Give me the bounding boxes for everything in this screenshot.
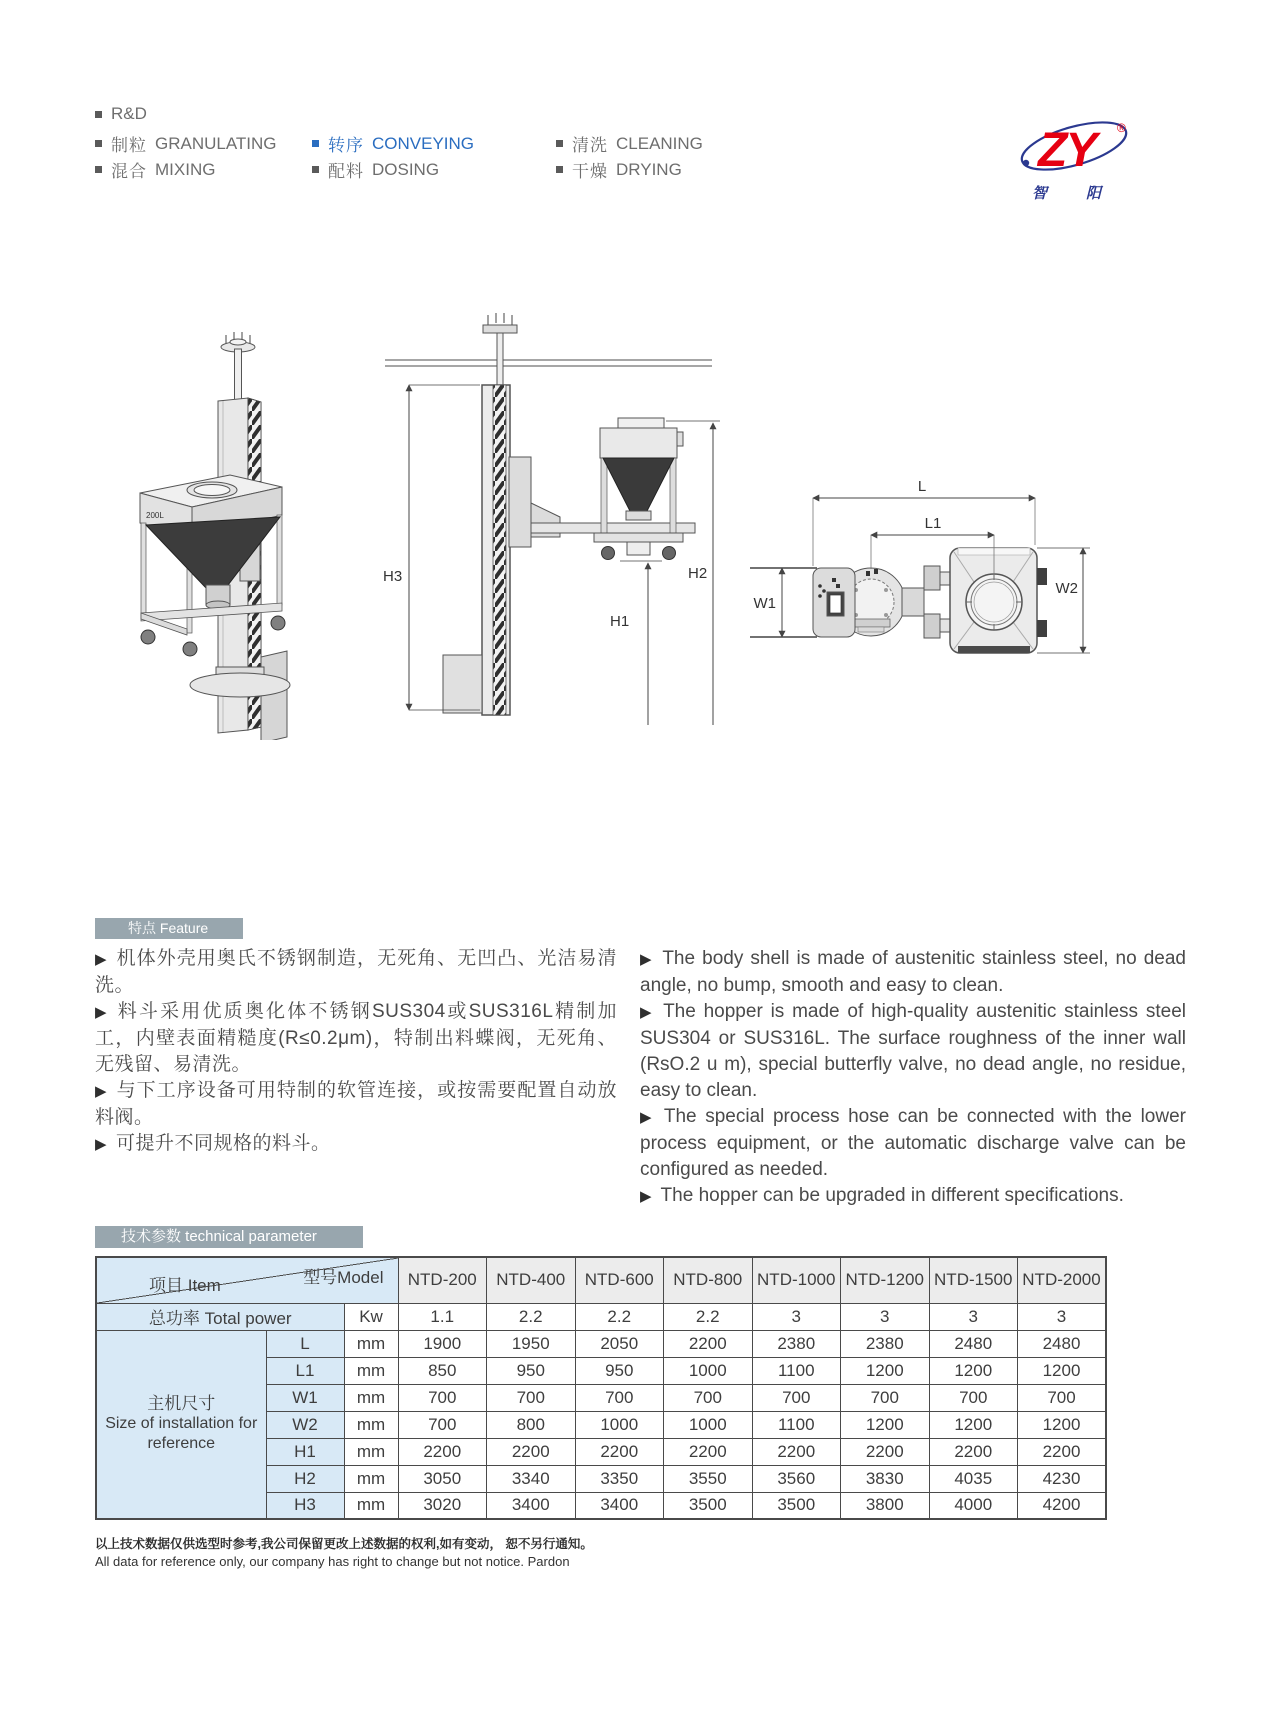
square-bullet-icon (312, 166, 319, 173)
tag-cleaning (556, 131, 703, 156)
hopper-bin-side (594, 418, 683, 560)
triangle-bullet-icon: ▶ (95, 1083, 108, 1100)
tag-conveying-active (312, 131, 474, 156)
triangle-bullet-icon: ▶ (95, 1004, 109, 1021)
feature-section-title: 特点 Feature (95, 918, 243, 939)
unit-cell: mm (344, 1411, 398, 1438)
spec-table (95, 1256, 1107, 1520)
features-english (640, 946, 1186, 1210)
size-label-en: Size of installation for reference (105, 1415, 258, 1453)
tag-label-en: DOSING (372, 159, 440, 179)
unit-cell: mm (344, 1465, 398, 1492)
power-row (96, 1303, 1106, 1330)
value-cell: 700 (398, 1384, 487, 1411)
feature-text: The hopper is made of high-quality austenitic stainless steel SUS304 or SUS316L. The surface roughness of the inner wall (RsO.2 u m), special butterfly valve, no dead angle, no residue, easy to clean. (640, 1001, 1186, 1101)
row-label: 总功率 Total power (96, 1303, 344, 1330)
unit-cell: Kw (344, 1303, 398, 1330)
square-bullet-icon (556, 140, 563, 147)
unit-cell: mm (344, 1357, 398, 1384)
tag-label-cn: 干燥 (572, 162, 608, 181)
triangle-bullet-icon: ▶ (95, 1136, 108, 1153)
row-label: W2 (266, 1411, 344, 1438)
dimension-w2 (1037, 548, 1090, 653)
value-cell: 4000 (929, 1492, 1018, 1519)
model-header: NTD-600 (575, 1257, 664, 1303)
value-cell: 3 (841, 1303, 930, 1330)
value-cell: 700 (752, 1384, 841, 1411)
size-label-cn: 主机尺寸 (147, 1394, 216, 1414)
value-cell: 1200 (929, 1411, 1018, 1438)
value-cell: 700 (398, 1411, 487, 1438)
tag-label: R&D (111, 104, 147, 123)
value-cell: 2380 (841, 1330, 930, 1357)
value-cell: 2200 (398, 1438, 487, 1465)
top-view (750, 478, 1090, 653)
dim-label-w2: W2 (1055, 580, 1078, 597)
tag-label-en: GRANULATING (155, 133, 277, 153)
isometric-view (140, 332, 290, 740)
value-cell: 950 (487, 1357, 576, 1384)
row-label: H2 (266, 1465, 344, 1492)
value-cell: 1000 (664, 1411, 753, 1438)
value-cell: 3500 (752, 1492, 841, 1519)
hopper-cone-side (603, 458, 674, 511)
value-cell: 1000 (664, 1357, 753, 1384)
footnote-english: All data for reference only, our company has right to change but not notice. Pardon (95, 1554, 570, 1569)
top-flange (221, 332, 255, 401)
value-cell: 1200 (1018, 1357, 1107, 1384)
value-cell: 3 (752, 1303, 841, 1330)
tag-granulating (95, 131, 277, 156)
feature-item (640, 1183, 1186, 1210)
table-header-row (96, 1257, 1106, 1303)
value-cell: 3400 (575, 1492, 664, 1519)
feature-item (95, 999, 617, 1078)
ceiling-mount (483, 313, 517, 387)
tag-drying (556, 157, 682, 182)
feature-text: The body shell is made of austenitic stainless steel, no dead angle, no bump, smooth and easy to clean. (640, 948, 1187, 996)
lower-carriage (443, 655, 482, 713)
value-cell: 3500 (664, 1492, 753, 1519)
value-cell: 4230 (1018, 1465, 1107, 1492)
dimension-h1 (610, 561, 662, 725)
corner-item-label: 项目 Item (149, 1275, 221, 1295)
tag-mixing (95, 157, 215, 182)
value-cell: 3400 (487, 1492, 576, 1519)
feature-text: 可提升不同规格的料斗。 (116, 1133, 331, 1154)
model-header: NTD-2000 (1018, 1257, 1107, 1303)
value-cell: 700 (929, 1384, 1018, 1411)
tag-label-cn: 转序 (328, 136, 364, 155)
dim-label-w1: W1 (753, 595, 776, 612)
logo-text: ZY (1038, 124, 1096, 177)
ceiling-line (385, 360, 712, 366)
value-cell: 3020 (398, 1492, 487, 1519)
model-header: NTD-800 (664, 1257, 753, 1303)
value-cell: 3 (929, 1303, 1018, 1330)
value-cell: 1200 (929, 1357, 1018, 1384)
value-cell: 700 (1018, 1384, 1107, 1411)
tech-parameter-section-title: 技术参数 technical parameter (95, 1226, 363, 1248)
size-row (96, 1330, 1106, 1357)
corner-model-label: 型号Model (303, 1268, 384, 1287)
feature-item (95, 1078, 617, 1131)
corner-cell (96, 1257, 398, 1303)
dim-label-l: L (917, 478, 927, 495)
unit-cell: mm (344, 1384, 398, 1411)
value-cell: 2200 (841, 1438, 930, 1465)
value-cell: 2200 (1018, 1438, 1107, 1465)
tag-label-en: CLEANING (616, 133, 703, 153)
value-cell: 3830 (841, 1465, 930, 1492)
value-cell: 800 (487, 1411, 576, 1438)
elevation-view (383, 313, 720, 725)
dim-label-h1: H1 (610, 613, 630, 630)
value-cell: 1200 (841, 1411, 930, 1438)
value-cell: 850 (398, 1357, 487, 1384)
square-bullet-icon (95, 140, 102, 147)
value-cell: 3350 (575, 1465, 664, 1492)
row-label: L (266, 1330, 344, 1357)
tag-label-cn: 制粒 (111, 136, 147, 155)
feature-text: The hopper can be upgraded in different specifications. (660, 1185, 1124, 1206)
lift-column-side (482, 385, 510, 715)
caster (663, 547, 676, 560)
value-cell: 2380 (752, 1330, 841, 1357)
value-cell: 2200 (487, 1438, 576, 1465)
feature-text: The special process hose can be connected with the lower process equipment, or the automatic discharge valve can be configured as needed. (640, 1106, 1186, 1180)
unit-cell: mm (344, 1438, 398, 1465)
value-cell: 4035 (929, 1465, 1018, 1492)
square-bullet-icon (95, 166, 102, 173)
model-header: NTD-400 (487, 1257, 576, 1303)
value-cell: 3 (1018, 1303, 1107, 1330)
footnote-chinese: 以上技术数据仅供选型时参考,我公司保留更改上述数据的权利,如有变动， 恕不另行通知。 (95, 1537, 593, 1551)
model-header: NTD-1500 (929, 1257, 1018, 1303)
logo-subtext-right: 阳 (1086, 185, 1102, 202)
tag-label-en: DRYING (616, 159, 682, 179)
dim-label-h3: H3 (383, 568, 403, 585)
triangle-bullet-icon: ▶ (640, 951, 654, 968)
value-cell: 2.2 (487, 1303, 576, 1330)
model-header: NTD-1000 (752, 1257, 841, 1303)
model-header: NTD-200 (398, 1257, 487, 1303)
value-cell: 3050 (398, 1465, 487, 1492)
feature-item (640, 999, 1186, 1104)
row-label: W1 (266, 1384, 344, 1411)
hopper-bin-top (950, 548, 1047, 653)
feature-text: 机体外壳用奥氏不锈钢制造，无死角、无凹凸、光洁易清洗。 (95, 948, 617, 996)
hopper-bin-iso (140, 475, 285, 656)
value-cell: 2.2 (575, 1303, 664, 1330)
value-cell: 950 (575, 1357, 664, 1384)
value-cell: 2480 (929, 1330, 1018, 1357)
value-cell: 2200 (664, 1330, 753, 1357)
square-bullet-icon (95, 111, 102, 118)
triangle-bullet-icon: ▶ (640, 1188, 652, 1205)
model-header: NTD-1200 (841, 1257, 930, 1303)
tag-rd (95, 104, 147, 124)
feature-text: 与下工序设备可用特制的软管连接，或按需要配置自动放料阀。 (95, 1080, 617, 1128)
value-cell: 3560 (752, 1465, 841, 1492)
technical-drawings (90, 285, 1190, 740)
value-cell: 3550 (664, 1465, 753, 1492)
row-label: H1 (266, 1438, 344, 1465)
footnote (95, 1536, 995, 1570)
value-cell: 1100 (752, 1411, 841, 1438)
tag-dosing (312, 157, 439, 182)
row-label: L1 (266, 1357, 344, 1384)
value-cell: 700 (487, 1384, 576, 1411)
feature-item (640, 946, 1186, 999)
feature-text: 料斗采用优质奥化体不锈钢SUS304或SUS316L精制加工，内壁表面精糙度(R≤0.2μm)，特制出料蝶阀，无死角、无残留、易清洗。 (95, 1001, 617, 1075)
triangle-bullet-icon: ▶ (640, 1004, 655, 1021)
value-cell: 700 (575, 1384, 664, 1411)
dim-label-h2: H2 (688, 565, 708, 582)
dim-label-l1: L1 (924, 515, 942, 532)
value-cell: 1200 (1018, 1411, 1107, 1438)
features-chinese (95, 946, 617, 1158)
value-cell: 1900 (398, 1330, 487, 1357)
zy-brand-logo (1012, 106, 1142, 206)
value-cell: 2480 (1018, 1330, 1107, 1357)
value-cell: 1.1 (398, 1303, 487, 1330)
control-box (813, 568, 855, 637)
size-group-label (96, 1330, 266, 1519)
value-cell: 2200 (929, 1438, 1018, 1465)
bin-capacity-label: 200L (146, 511, 164, 520)
value-cell: 3340 (487, 1465, 576, 1492)
tag-label-en: MIXING (155, 159, 216, 179)
value-cell: 700 (841, 1384, 930, 1411)
value-cell: 2200 (664, 1438, 753, 1465)
dimension-w1 (750, 568, 817, 637)
tag-label-en: CONVEYING (372, 133, 475, 153)
value-cell: 700 (664, 1384, 753, 1411)
triangle-bullet-icon: ▶ (640, 1109, 655, 1126)
value-cell: 1000 (575, 1411, 664, 1438)
caster (602, 547, 615, 560)
tag-label-cn: 清洗 (572, 136, 608, 155)
lid-circle (966, 574, 1022, 630)
value-cell: 1100 (752, 1357, 841, 1384)
value-cell: 1950 (487, 1330, 576, 1357)
feature-item (95, 946, 617, 999)
unit-cell: mm (344, 1492, 398, 1519)
value-cell: 2200 (575, 1438, 664, 1465)
registered-mark: ® (1117, 121, 1126, 135)
value-cell: 3800 (841, 1492, 930, 1519)
tag-label-cn: 配料 (328, 162, 364, 181)
tag-label-cn: 混合 (111, 162, 147, 181)
triangle-bullet-icon: ▶ (95, 951, 108, 968)
value-cell: 4200 (1018, 1492, 1107, 1519)
square-bullet-icon (556, 166, 563, 173)
feature-item (95, 1131, 617, 1158)
value-cell: 2050 (575, 1330, 664, 1357)
value-cell: 1200 (841, 1357, 930, 1384)
logo-subtext-left: 智 (1032, 185, 1048, 202)
row-label: H3 (266, 1492, 344, 1519)
feature-item (640, 1104, 1186, 1183)
value-cell: 2200 (752, 1438, 841, 1465)
value-cell: 2.2 (664, 1303, 753, 1330)
unit-cell: mm (344, 1330, 398, 1357)
square-bullet-icon (312, 140, 319, 147)
